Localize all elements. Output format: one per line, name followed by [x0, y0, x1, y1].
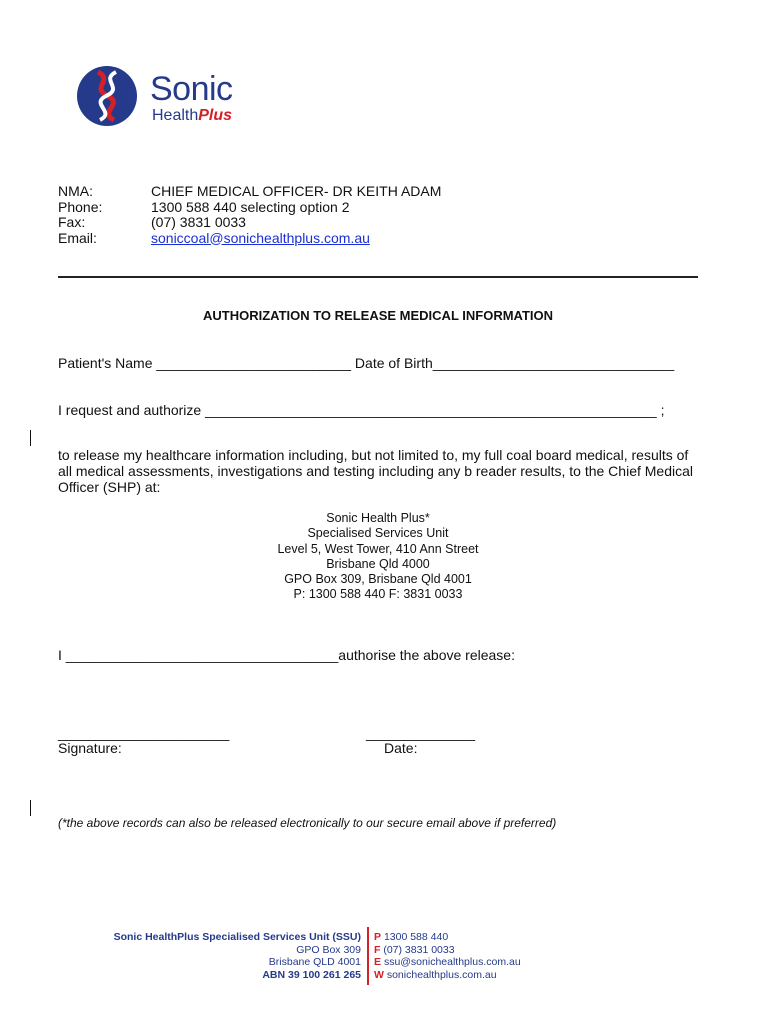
address-line: Specialised Services Unit [307, 526, 449, 541]
address-line: P: 1300 588 440 F: 3831 0033 [293, 587, 463, 602]
address-line: Level 5, West Tower, 410 Ann Street [277, 541, 479, 556]
logo-wordmark-healthplus [152, 107, 232, 125]
footer-address [114, 931, 361, 981]
footer-fax-value: (07) 3831 0033 [383, 943, 455, 956]
email-link[interactable]: soniccoal@sonichealthplus.com.au [151, 229, 370, 246]
footer-org-name: Sonic HealthPlus Specialised Services Unit (SSU) [113, 931, 361, 943]
contact-value: 1300 588 440 selecting option 2 [151, 198, 350, 215]
footer-letter: P [374, 931, 382, 943]
authorise-line[interactable]: I ___________________________________authorise the above release: [58, 647, 515, 663]
logo-wordmark-sonic: Sonic [150, 70, 233, 108]
logo-word-plus: Plus [198, 107, 233, 124]
margin-mark [30, 430, 31, 446]
contact-value: CHIEF MEDICAL OFFICER- DR KEITH ADAM [151, 183, 442, 199]
footer-fax [374, 944, 521, 957]
document-title: AUTHORIZATION TO RELEASE MEDICAL INFORMATION [202, 308, 554, 323]
footer-email-value[interactable]: ssu@sonichealthplus.com.au [383, 956, 521, 968]
address-line: Brisbane Qld 4000 [326, 556, 430, 571]
contact-row-fax [58, 215, 441, 231]
contact-label: Fax: [58, 214, 86, 230]
footer-email [374, 956, 521, 969]
footer-web-value[interactable]: sonichealthplus.com.au [386, 968, 497, 981]
contact-label: NMA: [58, 183, 93, 199]
divider-rule [58, 276, 698, 278]
footer-phone [374, 931, 521, 944]
request-authorize-line[interactable]: I request and authorize __________________________________________________________ ; [58, 402, 665, 418]
recipient-address [0, 511, 756, 603]
address-line: GPO Box 309, Brisbane Qld 4001 [284, 572, 472, 587]
footer-web [374, 969, 521, 982]
contact-label: Email: [58, 229, 97, 246]
footer-phone-value: 1300 588 440 [383, 931, 449, 943]
logo-word-health: Health [152, 107, 199, 124]
contact-label: Phone: [58, 198, 103, 215]
patient-name-dob-line[interactable]: Patient's Name _________________________ Date of Birth_______________________________ [58, 355, 675, 371]
contact-row-phone [58, 200, 441, 216]
footer-line: Brisbane QLD 4001 [268, 956, 361, 968]
contact-value: (07) 3831 0033 [151, 214, 246, 230]
footer-letter: F [374, 943, 381, 956]
contact-row-email [58, 231, 441, 247]
address-line: Sonic Health Plus* [326, 511, 430, 525]
footer-line: GPO Box 309 [296, 943, 361, 956]
contact-block [58, 184, 441, 246]
margin-mark [30, 800, 31, 816]
footer-separator [367, 927, 369, 985]
footer-letter: W [374, 968, 384, 981]
footer-abn: ABN 39 100 261 265 [262, 968, 361, 981]
contact-row-nma [58, 184, 441, 200]
electronic-release-note: (*the above records can also be released electronically to our secure email above if preferred) [58, 816, 557, 830]
signature-line[interactable]: ______________________ [58, 725, 230, 741]
release-paragraph: to release my healthcare information including, but not limited to, my full coal board medical, results of all medical assessments, investigations and testing including any b reader results, to the Chief Medical Officer (SHP) at: [58, 447, 693, 495]
date-label: Date: [384, 740, 418, 756]
date-line[interactable]: ______________ [366, 725, 476, 741]
signature-label: Signature: [58, 740, 122, 756]
footer-letter: E [374, 956, 382, 968]
footer-contacts [374, 931, 521, 981]
